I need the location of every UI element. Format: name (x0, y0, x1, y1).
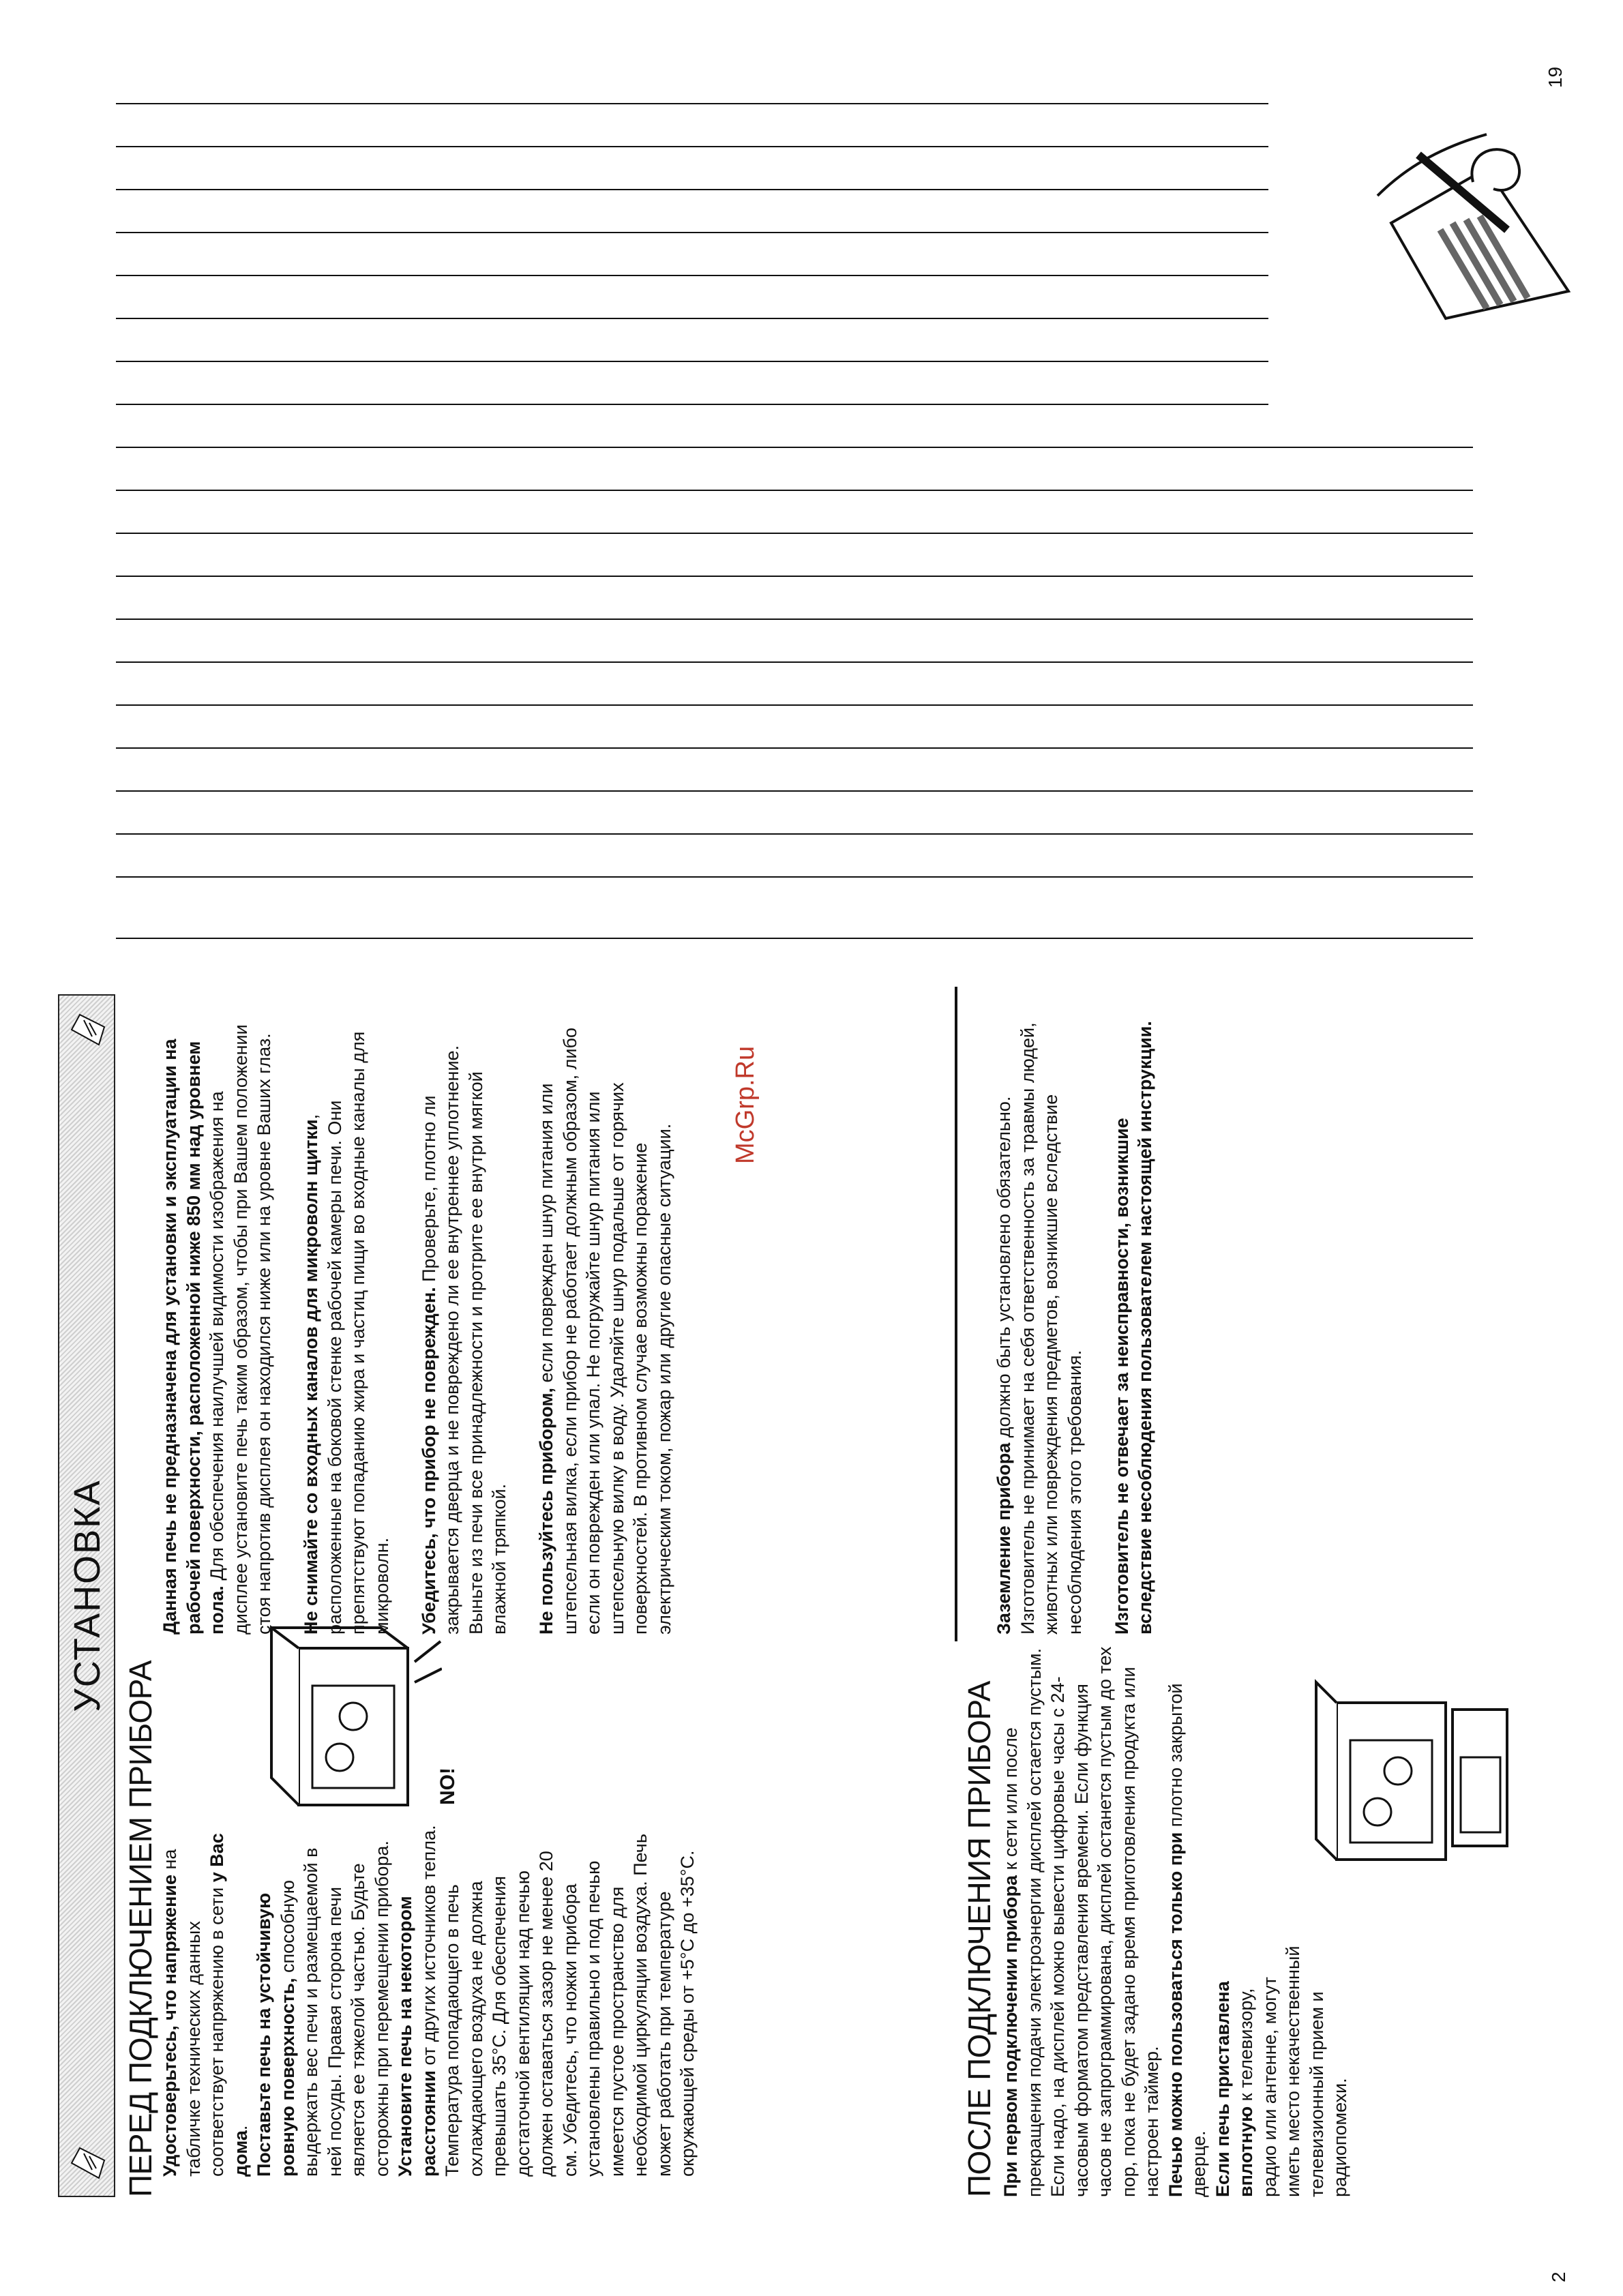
notes-line (116, 103, 1268, 104)
right-p3-rest: Проверьте, плотно ли закрывается дверца и не повреждено ли ее внутреннее уплотнение. Выньте из печи все принадлежности и протрите ее внутри мягкой влажной тряпкой. (418, 1045, 509, 1635)
before-p1-bold: Удостоверьтесь, что напряжение (160, 1874, 180, 2177)
notes-line (116, 146, 1268, 147)
before-p2-rest: способную выдержать вес печи и размещаемой в ней посуды. Правая сторона печи является ее тяжелой частью. Будьте осторожны при перемещении прибора. (277, 1840, 392, 2177)
right-p1-bold: Данная печь не предназначена для установки и эксплуатации на рабочей поверхности, расположенной ниже 850 мм над уровнем пола. (160, 1039, 227, 1635)
after-p1-rest: к сети или после прекращения подачи электроэнергии дисплей остается пустым. Если надо, на дисплей можно вывести цифровые часы с 24-часовым форматом представления времени. Если функция часов не запрограммирована, дисплей останется пустым до тех пор, пока не будет задано время приготовления продукта или настроен таймер. (1000, 1646, 1162, 2197)
before-p3-rest: от других источников тепла. Температура попадающего в печь охлаждающего воздуха не должна превышать 35°С. Для обеспечения достаточной вентиляции над печью должен оставаться зазор не менее 20 см. Убедитесь, что ножки прибора установлены правильно и под печью имеется пустое пространство для необходимой циркуляции воздуха. Печь может работать при температуре окружающей среды от +5°С до +35°С. (418, 1825, 698, 2177)
after-p3-bold: Если печь приставлена вплотную (1212, 1981, 1256, 2197)
hand-writing-illustration (1364, 128, 1589, 332)
after-p1-bold: При первом подключении прибора (1000, 1875, 1021, 2197)
right-col-text (158, 1021, 676, 1635)
notes-line (116, 318, 1268, 319)
no-sign-label: NO! (436, 1768, 459, 1805)
hand-document-icon (65, 2143, 107, 2183)
after-p5-bold: Изготовитель не отвечает за неисправности, возникшие вследствие несоблюдения пользователем настоящей инструкции. (1111, 1021, 1155, 1635)
notes-line (116, 404, 1268, 405)
oven-illustration (258, 1614, 442, 1819)
right-p3-bold: Убедитесь, что прибор не поврежден. (418, 1287, 439, 1635)
notes-line (116, 876, 1473, 878)
notes-line (116, 447, 1473, 448)
right-p1-rest: Для обеспечения наилучшей видимости изображения на дисплее установите печь таким образом, чтобы при Вашем положении стоя напротив дисплея он находился ниже или на уровне Ваших глаз. (207, 1024, 274, 1635)
notes-line (116, 490, 1473, 491)
section-divider (955, 987, 957, 1641)
notes-line (116, 704, 1473, 706)
notes-line (116, 275, 1268, 276)
after-heading: ПОСЛЕ ПОДКЛЮЧЕНИЯ ПРИБОРА (962, 1681, 997, 2197)
notes-line (116, 361, 1268, 362)
notes-line (116, 618, 1473, 620)
grounding-text (992, 1021, 1157, 1635)
notes-area (116, 73, 1548, 939)
page-number-left: 2 (1548, 2271, 1569, 2282)
after-p4-rest: должно быть установлено обязательно. Изготовитель не принимает на себя ответственность за травмы людей, животных или повреждения предметов, возникшие вследствие несоблюдения этого требования. (994, 1022, 1085, 1635)
before-p2-bold: Поставьте печь на устойчивую ровную поверхность, (254, 1892, 298, 2177)
banner-title: УСТАНОВКА (67, 1479, 108, 1712)
before-p1-bold2: у Вас дома (207, 1833, 251, 2177)
before-p1-end: . (230, 2125, 251, 2131)
after-p2-rest: плотно закрытой дверце. (1165, 1683, 1209, 2197)
right-p4-bold: Не пользуйтесь прибором, (536, 1388, 556, 1635)
notes-line (116, 661, 1473, 663)
notes-line (116, 533, 1473, 534)
after-text (999, 1638, 1352, 2197)
notes-line (116, 747, 1473, 749)
page-number-right: 19 (1545, 66, 1566, 88)
notes-line (116, 189, 1268, 190)
before-p1-rest: на табличке технических данных соответствует напряжению в сети (160, 1849, 227, 2177)
after-p2-bold: Печью можно пользоваться только при (1165, 1832, 1186, 2197)
notes-line (116, 232, 1268, 233)
notes-line (116, 576, 1473, 577)
right-p4-rest: если поврежден шнур питания или штепсельная вилка, если прибор не работает должным образом, либо если он поврежден или упал. Не погружайте шнур питания или штепсельную вилку в воду. Удаляйте шнур подальше от горячих поверхностей. В противном случае возможны поражение электрическим током, пожар или другие опасные ситуации. (536, 1028, 674, 1635)
before-heading: ПЕРЕД ПОДКЛЮЧЕНИЕМ ПРИБОРА (123, 1660, 158, 2197)
after-p3-rest: к телевизору, радио или антенне, могут иметь место некачественный телевизионный прием и радиопомехи. (1236, 1945, 1350, 2197)
watermark: McGrp.Ru (731, 1045, 760, 1164)
after-p4-bold: Заземление прибора (994, 1442, 1014, 1635)
right-p2-bold: Не снимайте со входных каналов для микроволн щитки (301, 1119, 321, 1635)
oven-tv-illustration (1309, 1641, 1514, 1873)
before-p3-bold: Установите печь на некотором расстоянии (395, 1896, 439, 2177)
hand-document-icon (65, 1009, 107, 1050)
section-banner (58, 994, 115, 2197)
notes-line (116, 790, 1473, 792)
right-p2-rest: , расположенные на боковой стенке рабочей камеры печи. Они препятствуют попаданию жира и частиц пищи во входные каналы для микроволн. (301, 1031, 392, 1635)
notes-line (116, 833, 1473, 835)
before-text-narrow (158, 1822, 700, 2177)
notes-left-border (116, 938, 1473, 939)
